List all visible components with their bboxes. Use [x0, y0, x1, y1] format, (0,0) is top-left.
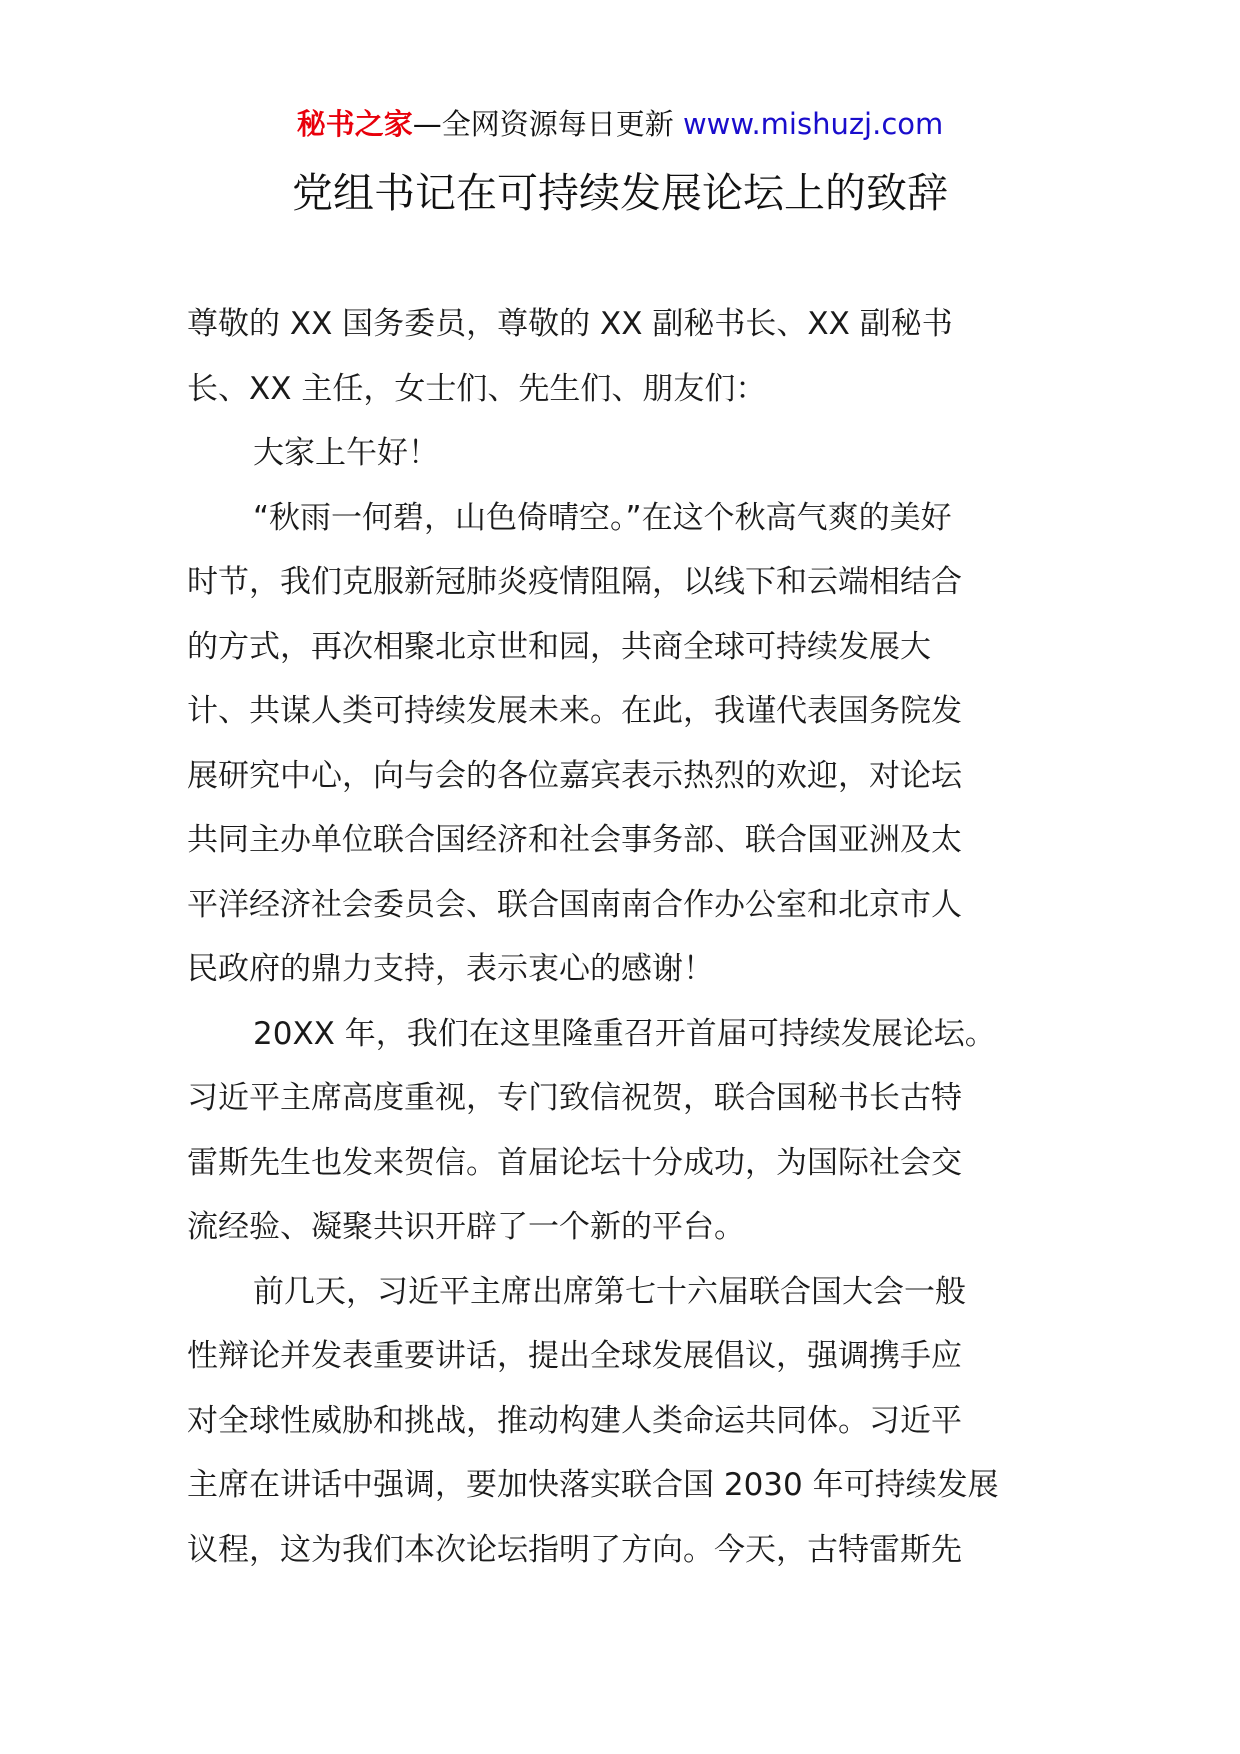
document-title: 党组书记在可持续发展论坛上的致辞 [292, 169, 948, 217]
body-line: 主席在讲话中强调，要加快落实联合国 2030 年可持续发展 [187, 1467, 999, 1503]
site-tagline: —全网资源每日更新 [412, 107, 674, 141]
body-line: 计、共谋人类可持续发展未来。在此，我谨代表国务院发 [187, 693, 962, 729]
body-line: 对全球性威胁和挑战，推动构建人类命运共同体。习近平 [187, 1402, 962, 1439]
body-line: 议程，这为我们本次论坛指明了方向。今天，古特雷斯先 [187, 1531, 962, 1568]
body-line: 平洋经济社会委员会、联合国南南合作办公室和北京市人 [187, 886, 962, 923]
body-line: 共同主办单位联合国经济和社会事务部、联合国亚洲及太 [187, 822, 962, 858]
body-line: “秋雨一何碧，山色倚晴空。”在这个秋高气爽的美好 [253, 499, 952, 536]
body-line: 习近平主席高度重视，专门致信祝贺，联合国秘书长古特 [187, 1080, 962, 1116]
site-brand: 秘书之家 [296, 107, 413, 141]
body-line: 长、XX 主任，女士们、先生们、朋友们： [187, 370, 767, 407]
body-line: 大家上午好！ [253, 435, 439, 471]
body-line: 展研究中心，向与会的各位嘉宾表示热烈的欢迎，对论坛 [187, 757, 962, 794]
body-line: 民政府的鼎力支持，表示衷心的感谢！ [187, 951, 714, 987]
site-header [0, 104, 1240, 144]
body-line: 雷斯先生也发来贺信。首届论坛十分成功，为国际社会交 [187, 1144, 962, 1181]
site-url-link[interactable]: www.mishuzj.com [682, 107, 944, 141]
body-line: 前几天，习近平主席出席第七十六届联合国大会一般 [253, 1273, 966, 1310]
body-line: 的方式，再次相聚北京世和园，共商全球可持续发展大 [187, 628, 931, 665]
body-line: 尊敬的 XX 国务委员，尊敬的 XX 副秘书长、XX 副秘书 [187, 306, 953, 342]
body-line: 性辩论并发表重要讲话，提出全球发展倡议，强调携手应 [187, 1338, 962, 1374]
document-body [187, 292, 1047, 1582]
body-line: 流经验、凝聚共识开辟了一个新的平台。 [187, 1209, 745, 1245]
body-line: 20XX 年，我们在这里隆重召开首届可持续发展论坛。 [253, 1015, 996, 1052]
body-line: 时节，我们克服新冠肺炎疫情阻隔，以线下和云端相结合 [187, 564, 962, 600]
